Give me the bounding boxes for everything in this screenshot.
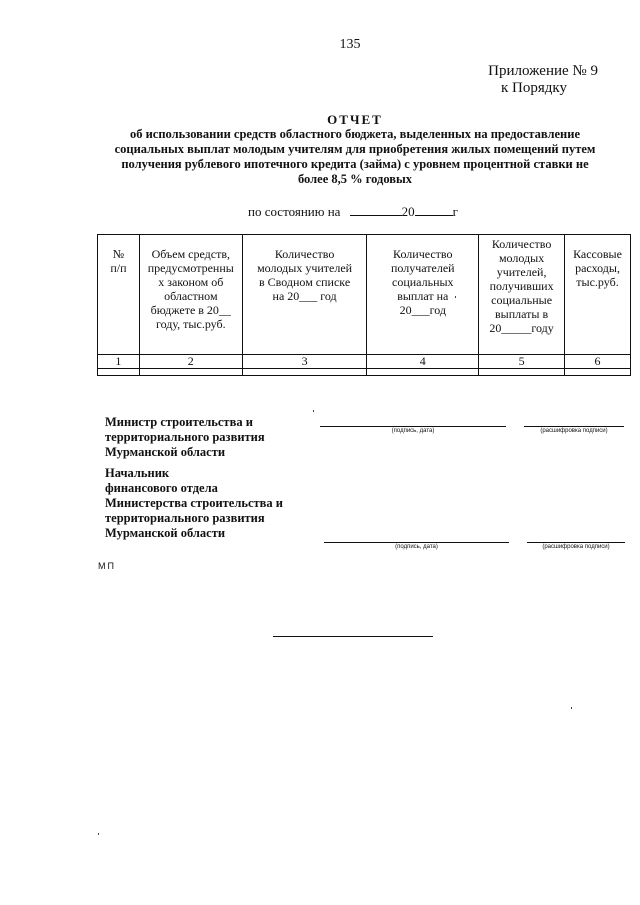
column-header: Количество молодых учителей, получивших социальные выплаты в 20_____году [479, 235, 565, 355]
report-title-line: об использовании средств областного бюджета, выделенных на предоставление [129, 127, 581, 141]
chief-decode-line [527, 542, 625, 543]
report-title-line: социальных выплат молодым учителям для приобретения жилых помещений путем [114, 142, 596, 156]
table-header-row [98, 235, 631, 355]
year-blank [415, 204, 453, 216]
stamp-mark: МП [98, 561, 116, 571]
chief-signature-line [324, 542, 509, 543]
table-row [98, 369, 631, 376]
chief-signature-caption: (подпись, дата) [395, 544, 438, 550]
report-title-line: получения рублевого ипотечного кредита (займа) с уровнем процентной ставки не [121, 157, 589, 171]
column-header: Кассовые расходы, тыс.руб. [565, 235, 631, 355]
column-header: Количество получателей социальных выплат на 20___год [367, 235, 479, 355]
column-header: Количество молодых учителей в Сводном списке на 20___ год [242, 235, 367, 355]
minister-title: Министр строительства и территориального развития Мурманской области [105, 415, 265, 459]
report-title-line: более 8,5 % годовых [297, 172, 413, 186]
chief-title: Начальник финансового отдела Министерства строительства и территориального развития Мурманской области [105, 466, 283, 540]
appendix-number: Приложение № 9 [488, 63, 598, 79]
minister-decode-line [524, 426, 624, 427]
scan-speck [571, 707, 572, 709]
column-number: 2 [139, 355, 242, 369]
as-of-date [248, 204, 458, 220]
column-number: 4 [367, 355, 479, 369]
page-number: 135 [339, 37, 361, 52]
scan-speck [98, 833, 99, 835]
closing-rule [273, 636, 433, 637]
column-header: Объем средств, предусмотренны х законом об областном бюджете в 20__ году, тыс.руб. [139, 235, 242, 355]
column-number-row [98, 355, 631, 369]
minister-signature-line [320, 426, 506, 427]
chief-decode-caption: (расшифровка подписи) [542, 544, 610, 550]
as-of-label: по состоянию на [248, 204, 341, 219]
year-suffix: г [452, 204, 459, 219]
minister-signature-caption: (подпись, дата) [391, 428, 435, 434]
scan-speck [313, 410, 314, 412]
appendix-reference: к Порядку [501, 80, 567, 96]
column-number: 6 [565, 355, 631, 369]
appendix-header [480, 63, 598, 97]
year-prefix: 20 [401, 204, 415, 219]
minister-decode-caption: (расшифровка подписи) [540, 428, 608, 434]
column-number: 3 [242, 355, 367, 369]
report-table [97, 234, 631, 376]
scan-speck [455, 296, 456, 298]
column-header: № п/п [98, 235, 140, 355]
report-title [95, 112, 615, 187]
report-title-main: ОТЧЕТ [327, 112, 383, 127]
column-number: 1 [98, 355, 140, 369]
column-number: 5 [479, 355, 565, 369]
date-blank [350, 204, 402, 216]
